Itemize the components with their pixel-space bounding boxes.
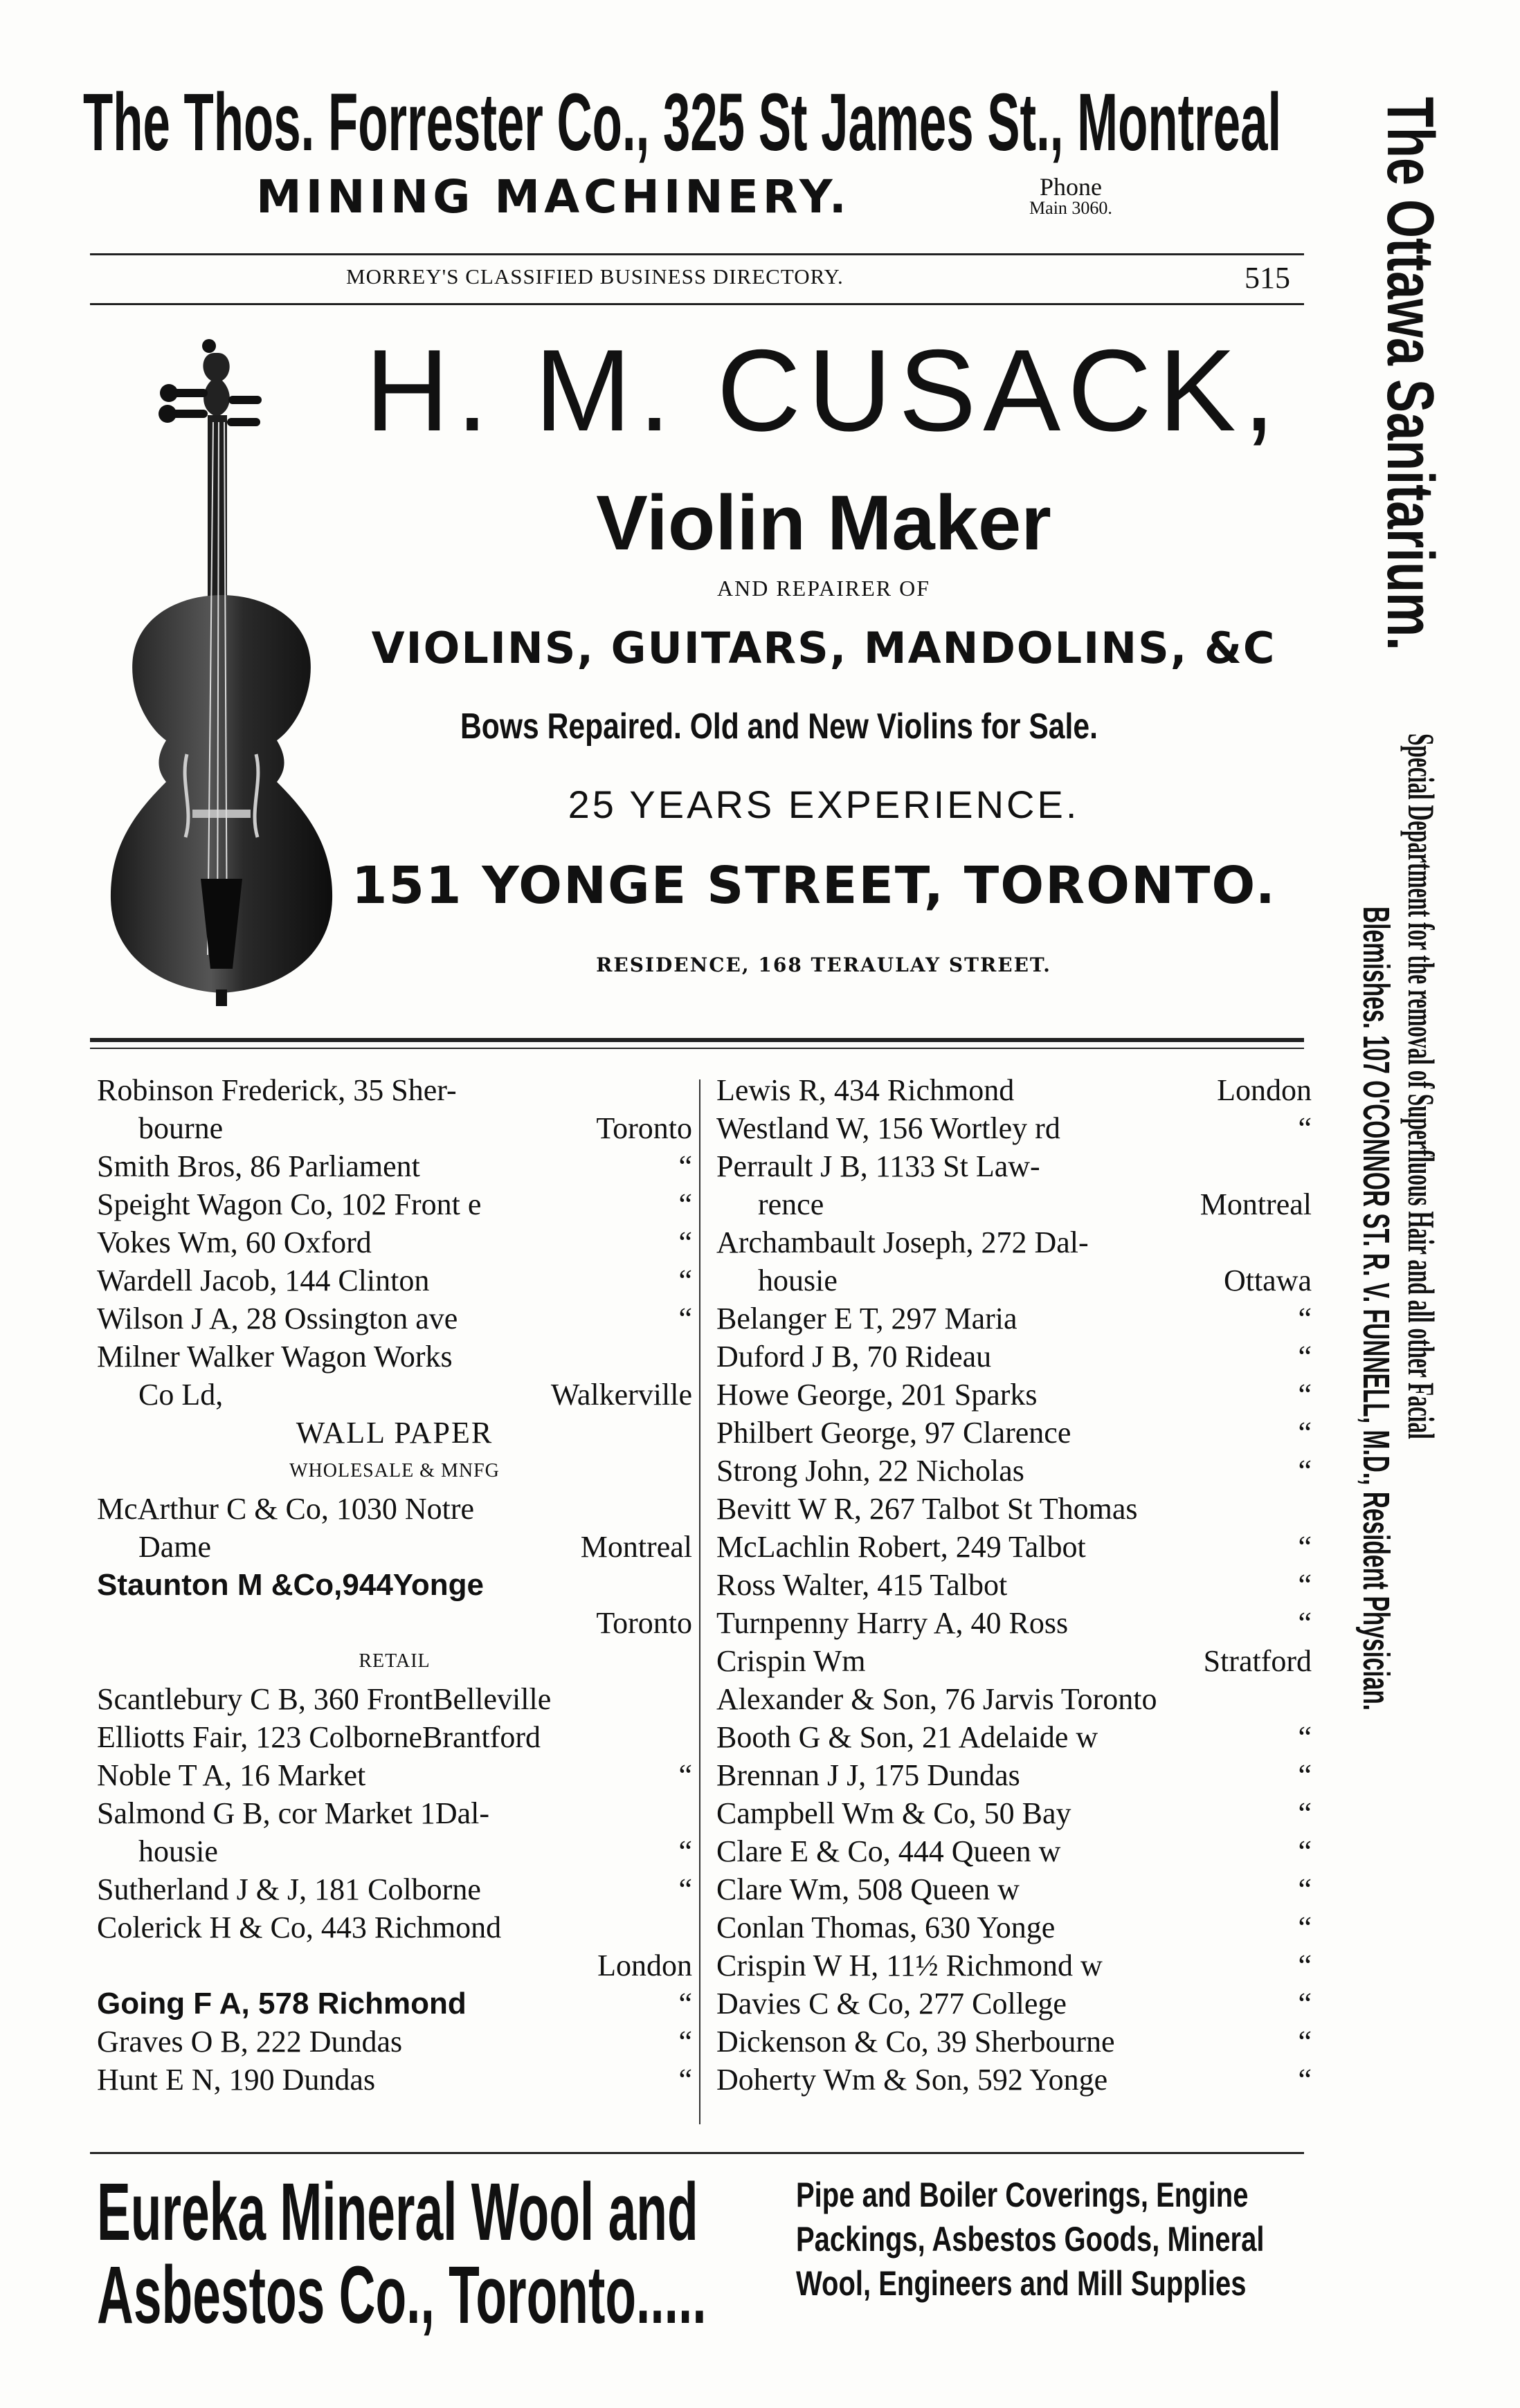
- listing-entry: [716, 1718, 1312, 1756]
- section-heading: WALL PAPER: [296, 1416, 494, 1450]
- violin-illustration: [97, 332, 346, 1010]
- eureka-ad-line1: Eureka Mineral Wool and: [97, 2167, 698, 2258]
- forrester-ad-product-row: [256, 170, 1156, 239]
- listing-entry-location: “: [678, 1225, 692, 1259]
- forrester-ad-title: The Thos. Forrester Co., 325 St James St., Montreal: [83, 77, 1282, 168]
- listing-entry: [716, 1071, 1312, 1109]
- listing-entry-text: Wardell Jacob, 144 Clinton: [97, 1264, 430, 1297]
- listing-entry: [97, 1299, 692, 1338]
- listing-entry-text: Crispin Wm: [716, 1644, 866, 1678]
- listing-entry-location: “: [678, 1302, 692, 1335]
- listing-entry: [716, 1338, 1312, 1376]
- right-listing-column: [716, 1071, 1312, 2099]
- listing-entry: [97, 1490, 692, 1528]
- listing-entry-text: Duford J B, 70 Rideau: [716, 1340, 992, 1374]
- listing-entry-location: [1303, 1223, 1312, 1261]
- listing-entry-text: Robinson Frederick, 35 Sher-: [97, 1073, 457, 1107]
- listing-entry: [716, 1756, 1312, 1794]
- listing-entry: [97, 1566, 692, 1604]
- listing-entry-location: [1303, 1147, 1312, 1185]
- cusack-ad-residence: RESIDENCE, 168 TERAULAY STREET.: [596, 954, 1051, 976]
- side-blemishes-text: Blemishes. 107 O'CONNOR ST. R. V. FUNNELL, M.D., Resident Physician.: [1355, 906, 1397, 1711]
- listing-entry: [97, 1908, 692, 1946]
- listing-entry-location: [1303, 1680, 1312, 1718]
- listing-entry-location: [684, 1071, 692, 1109]
- listing-entry-location: Montreal: [1200, 1187, 1312, 1221]
- listing-entry-text: bourne: [138, 1111, 224, 1145]
- listing-entry: [716, 1109, 1312, 1147]
- listing-entry-text: Graves O B, 222 Dundas: [97, 2025, 403, 2059]
- listing-entry: [97, 1604, 692, 1642]
- listing-entry: [716, 1414, 1312, 1452]
- cusack-ad-name: H. M. CUSACK,: [365, 325, 1283, 455]
- side-sanitarium-title-text: The Ottawa Sanitarium.: [1373, 97, 1447, 651]
- listing-entry-text: Ross Walter, 415 Talbot: [716, 1568, 1008, 1602]
- listing-entry-location: “: [1298, 1340, 1312, 1374]
- phone-number: Main 3060.: [1029, 198, 1112, 218]
- listing-entry: [97, 2061, 692, 2099]
- listing-entry-text: Noble T A, 16 Market: [97, 1758, 366, 1792]
- listing-entry-location: “: [678, 1187, 692, 1221]
- listing-entry-location: “: [1298, 1796, 1312, 1830]
- listing-entry-location: [684, 1338, 692, 1376]
- listing-entry: [97, 1109, 692, 1147]
- listing-entry-text: Alexander & Son, 76 Jarvis Toronto: [716, 1682, 1157, 1716]
- listing-entry: [716, 2023, 1312, 2061]
- listing-entry-text: Howe George, 201 Sparks: [716, 1378, 1038, 1412]
- listing-entry: [716, 1376, 1312, 1414]
- cusack-ad-address: 151 YONGE STREET, TORONTO.: [352, 856, 1276, 915]
- listing-entry-location: Toronto: [596, 1111, 692, 1145]
- listing-bottom-rule: [90, 2152, 1304, 2154]
- listing-entry-location: Toronto: [596, 1606, 692, 1640]
- listing-entry: [716, 1566, 1312, 1604]
- cusack-ad-instruments: VIOLINS, GUITARS, MANDOLINS, &C: [371, 623, 1276, 673]
- column-divider: [699, 1079, 700, 2124]
- listing-entry: [716, 1299, 1312, 1338]
- listing-entry: [716, 1185, 1312, 1223]
- listing-entry: [97, 1376, 692, 1414]
- ad-bottom-rule-thin: [90, 1048, 1304, 1049]
- listing-entry-text: Turnpenny Harry A, 40 Ross: [716, 1606, 1069, 1640]
- listing-entry: [716, 1794, 1312, 1832]
- listing-entry-location: “: [1298, 1910, 1312, 1944]
- listing-entry-text: Lewis R, 434 Richmond: [716, 1073, 1015, 1107]
- listing-entry-text: Doherty Wm & Son, 592 Yonge: [716, 2063, 1108, 2097]
- listing-entry-location: “: [1298, 1720, 1312, 1754]
- listing-entry-text: Philbert George, 97 Clarence: [716, 1416, 1071, 1450]
- listing-entry-text: rence: [758, 1187, 824, 1221]
- listing-entry: [716, 1908, 1312, 1946]
- listing-entry-location: “: [678, 1264, 692, 1297]
- listing-entry-text: Hunt E N, 190 Dundas: [97, 2063, 376, 2097]
- listing-entry-text: Sutherland J & J, 181 Colborne: [97, 1872, 481, 1906]
- side-sanitarium-title: [1373, 97, 1447, 835]
- listing-entry-location: Walkerville: [550, 1378, 692, 1412]
- listing-entry-location: London: [1217, 1073, 1312, 1107]
- listing-entry: [97, 1185, 692, 1223]
- listing-entry-text: Staunton M &Co,944Yonge: [97, 1568, 484, 1602]
- listing-entry: [97, 1147, 692, 1185]
- listing-entry: [97, 2023, 692, 2061]
- listing-entry: [97, 1261, 692, 1299]
- listing-entry: [97, 1718, 692, 1756]
- running-head: MORREY'S CLASSIFIED BUSINESS DIRECTORY.: [346, 264, 844, 289]
- listing-entry-location: “: [1298, 1111, 1312, 1145]
- forrester-ad-phone: [1026, 174, 1116, 217]
- listing-entry: [97, 1680, 692, 1718]
- listing-entry-location: “: [1298, 1454, 1312, 1488]
- listing-entry-text: Going F A, 578 Richmond: [97, 1987, 467, 2021]
- listing-entry: [716, 1147, 1312, 1185]
- listing-entry-location: “: [1298, 1987, 1312, 2021]
- listing-entry: [716, 1528, 1312, 1566]
- listing-entry-location: “: [1298, 2063, 1312, 2097]
- listing-entry: [97, 1223, 692, 1261]
- side-blemishes-line: [1357, 906, 1395, 2203]
- listing-entry: [97, 1794, 692, 1832]
- cusack-ad-bows-line: [460, 706, 1194, 747]
- listing-entry-location: “: [1298, 1378, 1312, 1412]
- listing-entry-location: “: [678, 1758, 692, 1792]
- listing-entry: [716, 1946, 1312, 1985]
- running-head-rule: [90, 303, 1304, 305]
- listing-entry: [716, 1604, 1312, 1642]
- listing-entry: [97, 1985, 692, 2023]
- listing-entry-text: Smith Bros, 86 Parliament: [97, 1149, 420, 1183]
- listing-entry: [716, 1261, 1312, 1299]
- listing-entry: [97, 1338, 692, 1376]
- listing-entry: [97, 1071, 692, 1109]
- listing-entry-location: “: [678, 2025, 692, 2059]
- eureka-ad-desc-line3: Wool, Engineers and Mill Supplies: [796, 2264, 1247, 2303]
- listing-entry-location: “: [1298, 1949, 1312, 1982]
- section-subheading: WHOLESALE & MNFG: [289, 1460, 500, 1481]
- listing-entry-location: “: [1298, 1530, 1312, 1564]
- listing-entry-text: Belanger E T, 297 Maria: [716, 1302, 1017, 1335]
- listing-entry-location: “: [678, 1872, 692, 1906]
- cusack-ad-trade: Violin Maker: [596, 480, 1051, 566]
- page-number: 515: [1245, 261, 1290, 295]
- listing-entry: [97, 1756, 692, 1794]
- listing-entry-location: Stratford: [1203, 1644, 1312, 1678]
- listing-entry-location: “: [678, 1987, 692, 2021]
- listing-entry-text: McLachlin Robert, 249 Talbot: [716, 1530, 1086, 1564]
- listing-entry-location: [1303, 1490, 1312, 1528]
- listing-entry-text: Archambault Joseph, 272 Dal-: [716, 1225, 1089, 1259]
- listing-entry: [716, 1985, 1312, 2023]
- cusack-ad-bows: Bows Repaired. Old and New Violins for Sale.: [460, 706, 1098, 747]
- phone-label: Phone: [1040, 173, 1102, 201]
- listing-entry: [716, 1223, 1312, 1261]
- listing-entry: [716, 1452, 1312, 1490]
- listing-entry-text: Westland W, 156 Wortley rd: [716, 1111, 1060, 1145]
- listing-entry-text: Booth G & Son, 21 Adelaide w: [716, 1720, 1098, 1754]
- listing-entry-text: Brennan J J, 175 Dundas: [716, 1758, 1020, 1792]
- listing-entry: [716, 1680, 1312, 1718]
- listing-entry-text: Salmond G B, cor Market 1Dal-: [97, 1796, 489, 1830]
- listing-entry: [716, 2061, 1312, 2099]
- listing-entry-text: Campbell Wm & Co, 50 Bay: [716, 1796, 1071, 1830]
- listing-entry-text: Co Ld,: [138, 1378, 224, 1412]
- cusack-ad-experience: 25 YEARS EXPERIENCE.: [568, 783, 1080, 826]
- listing-entry-location: “: [1298, 1834, 1312, 1868]
- listing-entry: [716, 1832, 1312, 1870]
- listing-entry-text: Strong John, 22 Nicholas: [716, 1454, 1024, 1488]
- listing-entry-text: Crispin W H, 11½ Richmond w: [716, 1949, 1103, 1982]
- listing-entry-location: “: [678, 1149, 692, 1183]
- listing-entry-location: “: [1298, 1872, 1312, 1906]
- listing-entry-location: “: [678, 1834, 692, 1868]
- listing-entry-text: Perrault J B, 1133 St Law-: [716, 1149, 1040, 1183]
- listing-entry-location: [684, 1794, 692, 1832]
- listing-entry-text: Clare Wm, 508 Queen w: [716, 1872, 1020, 1906]
- listing-entry: [97, 1870, 692, 1908]
- listing-entry-text: Clare E & Co, 444 Queen w: [716, 1834, 1061, 1868]
- listing-entry-text: housie: [138, 1834, 218, 1868]
- side-department-line: [1402, 733, 1440, 1950]
- side-department-text: Special Department for the removal of Superfluous Hair and all other Facial: [1400, 733, 1442, 1439]
- listing-entry-text: Vokes Wm, 60 Oxford: [97, 1225, 372, 1259]
- listing-entry: [97, 1946, 692, 1985]
- listing-entry-text: Colerick H & Co, 443 Richmond: [97, 1910, 502, 1944]
- listing-entry: [97, 1528, 692, 1566]
- listing-entry-location: “: [1298, 1568, 1312, 1602]
- listing-entry: [716, 1642, 1312, 1680]
- listing-entry-location: “: [1298, 2025, 1312, 2059]
- ad-bottom-rule-thick: [90, 1038, 1304, 1042]
- listing-entry-location: “: [1298, 1758, 1312, 1792]
- listing-entry-location: London: [597, 1949, 692, 1982]
- listing-entry-text: Bevitt W R, 267 Talbot St Thomas: [716, 1492, 1138, 1526]
- listing-entry-location: [684, 1680, 692, 1718]
- section-subheading: RETAIL: [359, 1650, 431, 1672]
- listing-entry-text: Dickenson & Co, 39 Sherbourne: [716, 2025, 1115, 2059]
- listing-entry-text: Milner Walker Wagon Works: [97, 1340, 453, 1374]
- listing-entry-location: [684, 1718, 692, 1756]
- left-listing-column: [97, 1071, 692, 2099]
- listing-entry-location: “: [1298, 1416, 1312, 1450]
- listing-entry-location: [684, 1566, 692, 1604]
- listing-entry-location: “: [678, 2063, 692, 2097]
- cusack-ad-repairer: AND REPAIRER OF: [717, 576, 930, 601]
- forrester-ad-product: MINING MACHINERY.: [256, 170, 851, 224]
- listing-entry-location: “: [1298, 1606, 1312, 1640]
- listing-entry: [716, 1870, 1312, 1908]
- listing-entry-location: [684, 1908, 692, 1946]
- listing-entry-text: Scantlebury C B, 360 FrontBelleville: [97, 1682, 552, 1716]
- header-rule: [90, 253, 1304, 255]
- eureka-ad-description: [796, 2173, 1382, 2306]
- eureka-ad-desc-line1: Pipe and Boiler Coverings, Engine: [796, 2176, 1249, 2214]
- listing-entry-text: McArthur C & Co, 1030 Notre: [97, 1492, 475, 1526]
- listing-entry-text: Speight Wagon Co, 102 Front e: [97, 1187, 482, 1221]
- listing-entry-text: Conlan Thomas, 630 Yonge: [716, 1910, 1056, 1944]
- listing-entry: [716, 1490, 1312, 1528]
- listing-entry-location: Montreal: [580, 1530, 692, 1564]
- eureka-ad-line2: Asbestos Co., Toronto.....: [97, 2250, 707, 2341]
- listing-entry-text: housie: [758, 1264, 838, 1297]
- eureka-ad-desc-line2: Packings, Asbestos Goods, Mineral: [796, 2220, 1265, 2259]
- listing-entry: [97, 1832, 692, 1870]
- listing-entry-text: Elliotts Fair, 123 ColborneBrantford: [97, 1720, 541, 1754]
- listing-entry-text: Dame: [138, 1530, 212, 1564]
- listing-entry-text: Wilson J A, 28 Ossington ave: [97, 1302, 458, 1335]
- listing-entry-text: Davies C & Co, 277 College: [716, 1987, 1067, 2021]
- listing-entry-location: [684, 1490, 692, 1528]
- listing-entry-location: Ottawa: [1223, 1264, 1312, 1297]
- listing-entry-location: “: [1298, 1302, 1312, 1335]
